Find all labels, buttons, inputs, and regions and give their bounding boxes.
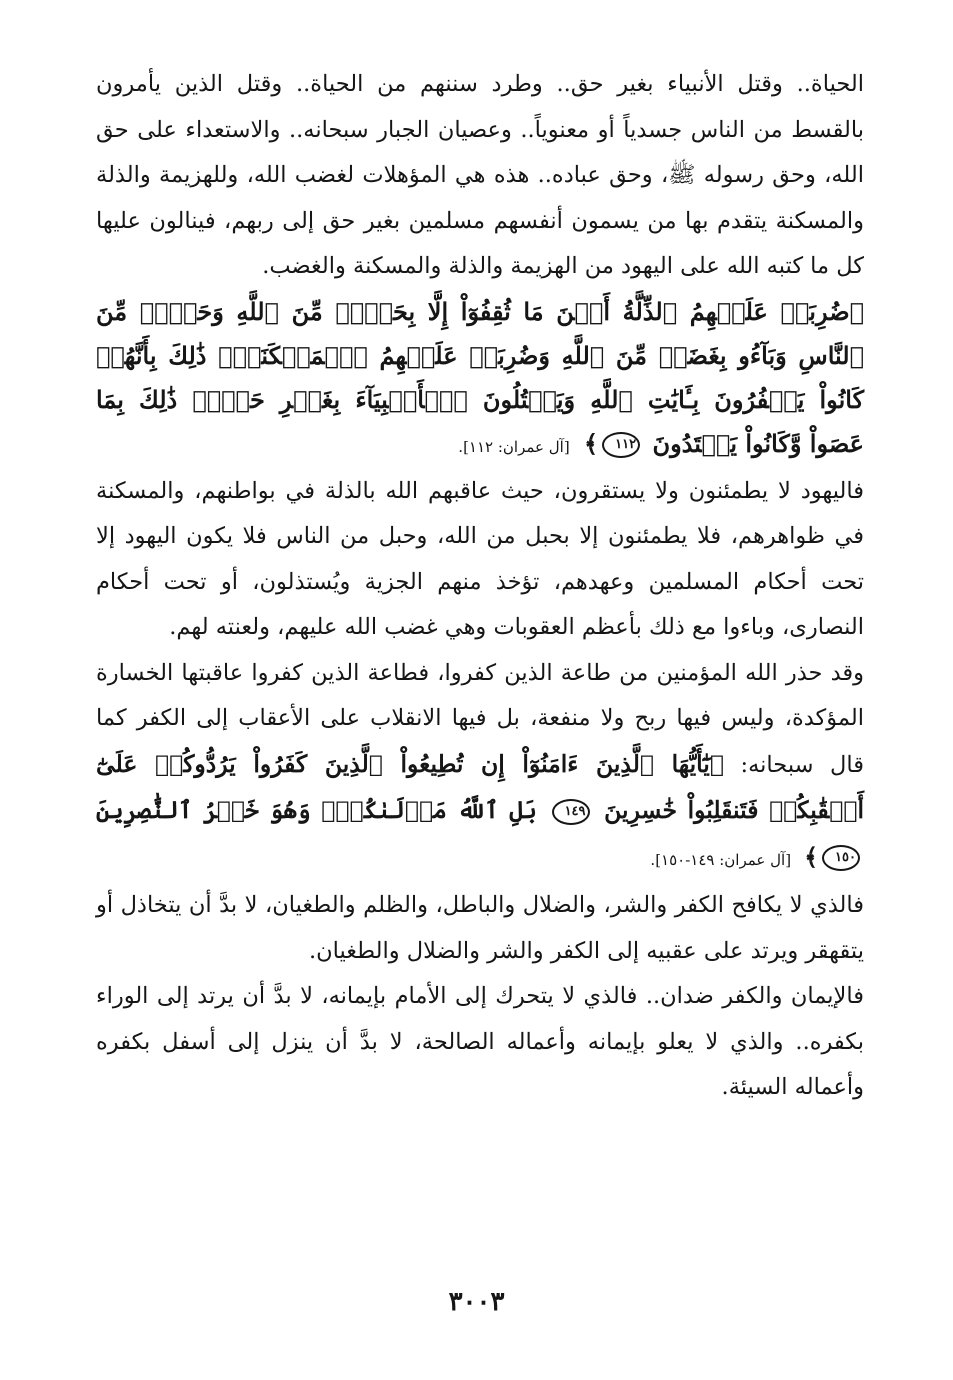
paragraph-2: فاليهود لا يطمئنون ولا يستقرون، حيث عاقبهم الله بالذلة في بواطنهم، والمسكنة في ظواهرهم، فلا يطمئنون إلا بحبل من الله، وحبل من الناس فلا يكون اليهود إلا تحت أحكام المسلمين وعهدهم، تؤخذ منهم الجزية ويُستذلون، أو تحت أحكام النصارى، وباءوا مع ذلك بأعظم العقوبات وهي غضب الله عليهم، ولعنته لهم. (96, 477, 864, 640)
ayah-number-marker: ١٥٠ (822, 845, 860, 871)
quran-verse-text-b: بَلِ ٱللَّهُ مَوۡلَىٰكُمۡۖ وَهُوَ خَيۡرُ ٱلنَّٰصِرِينَ (96, 796, 537, 824)
paragraph-1: الحياة.. وقتل الأنبياء بغير حق.. وطرد سننهم من الحياة.. وقتل الذين يأمرون بالقسط من الناس جسدياً أو معنوياً.. وعصيان الجبار سبحانه.. والاستعداء على حق الله، وحق رسوله ﷺ، وحق عباده.. هذه هي المؤهلات لغضب الله، وللهزيمة والذلة والمسكنة يتقدم بها من يسمون أنفسهم مسلمين بغير حق إلى ربهم، فينالون عليها كل ما كتبه الله على اليهود من الهزيمة والذلة والمسكنة والغضب. (96, 71, 864, 279)
quran-open-bracket: ﴿ (849, 296, 864, 326)
ayah-number-marker: ١١٢ (602, 432, 640, 458)
quran-verse-text-a: يَٰٓأَيُّهَا ٱلَّذِينَ ءَامَنُوٓاْ إِن تُطِيعُواْ ٱلَّذِينَ كَفَرُواْ يَرُدُّوكُمۡ عَلَىٰٓ أَعۡقَٰبِكُمۡ فَتَنقَلِبُواْ خَٰسِرِينَ (96, 749, 864, 824)
paragraph-3 (96, 651, 864, 884)
quran-verse-text: ضُرِبَتۡ عَلَيۡهِمُ ٱلذِّلَّةُ أَيۡنَ مَا ثُقِفُوٓاْ إِلَّا بِحَبۡلٖ مِّنَ ٱللَّهِ وَحَبۡلٖ مِّنَ ٱلنَّاسِ وَبَآءُو بِغَضَبٖ مِّنَ ٱللَّهِ وَضُرِبَتۡ عَلَيۡهِمُ ٱلۡمَسۡكَنَةُۚ ذَٰلِكَ بِأَنَّهُمۡ كَانُواْ يَكۡفُرُونَ بِـَٔايَٰتِ ٱللَّهِ وَيَقۡتُلُونَ ٱلۡأَنۢبِيَآءَ بِغَيۡرِ حَقّٖۚ ذَٰلِكَ بِمَا عَصَواْ وَّكَانُواْ يَعۡتَدُونَ (96, 296, 864, 458)
page-body (96, 62, 864, 1111)
verse-citation: [آل عمران: ١١٢]. (458, 437, 570, 456)
ayah-number-marker: ١٤٩ (552, 799, 590, 825)
paragraph-3-intro: وقد حذر الله المؤمنين من طاعة الذين كفروا، فطاعة الذين كفروا عاقبتها الخسارة المؤكدة، وليس فيها ربح ولا منفعة، بل فيها الانقلاب على الأعقاب إلى الكفر كما قال سبحانه: (96, 659, 864, 778)
quran-close-bracket: ﴾ (804, 842, 818, 871)
quran-close-bracket: ﴾ (584, 428, 599, 458)
paragraph-5: فالإيمان والكفر ضدان.. فالذي لا يتحرك إلى الأمام بإيمانه، لا بدَّ أن يرتد إلى الوراء بكفره.. والذي لا يعلو بإيمانه وأعماله الصالحة، لا بدَّ أن ينزل إلى أسفل بكفره وأعماله السيئة. (96, 983, 864, 1100)
quran-verse-block-1 (96, 290, 864, 469)
paragraph-4: فالذي لا يكافح الكفر والشر، والضلال والباطل، والظلم والطغيان، لا بدَّ أن يتخاذل أو يتقهقر ويرتد على عقبيه إلى الكفر والشر والضلال والطغيان. (96, 892, 864, 964)
verse-citation: [آل عمران: ١٤٩-١٥٠]. (650, 850, 792, 869)
quran-open-bracket: ﴿ (709, 749, 724, 778)
page-number: ٣٠٠٣ (448, 1287, 505, 1317)
